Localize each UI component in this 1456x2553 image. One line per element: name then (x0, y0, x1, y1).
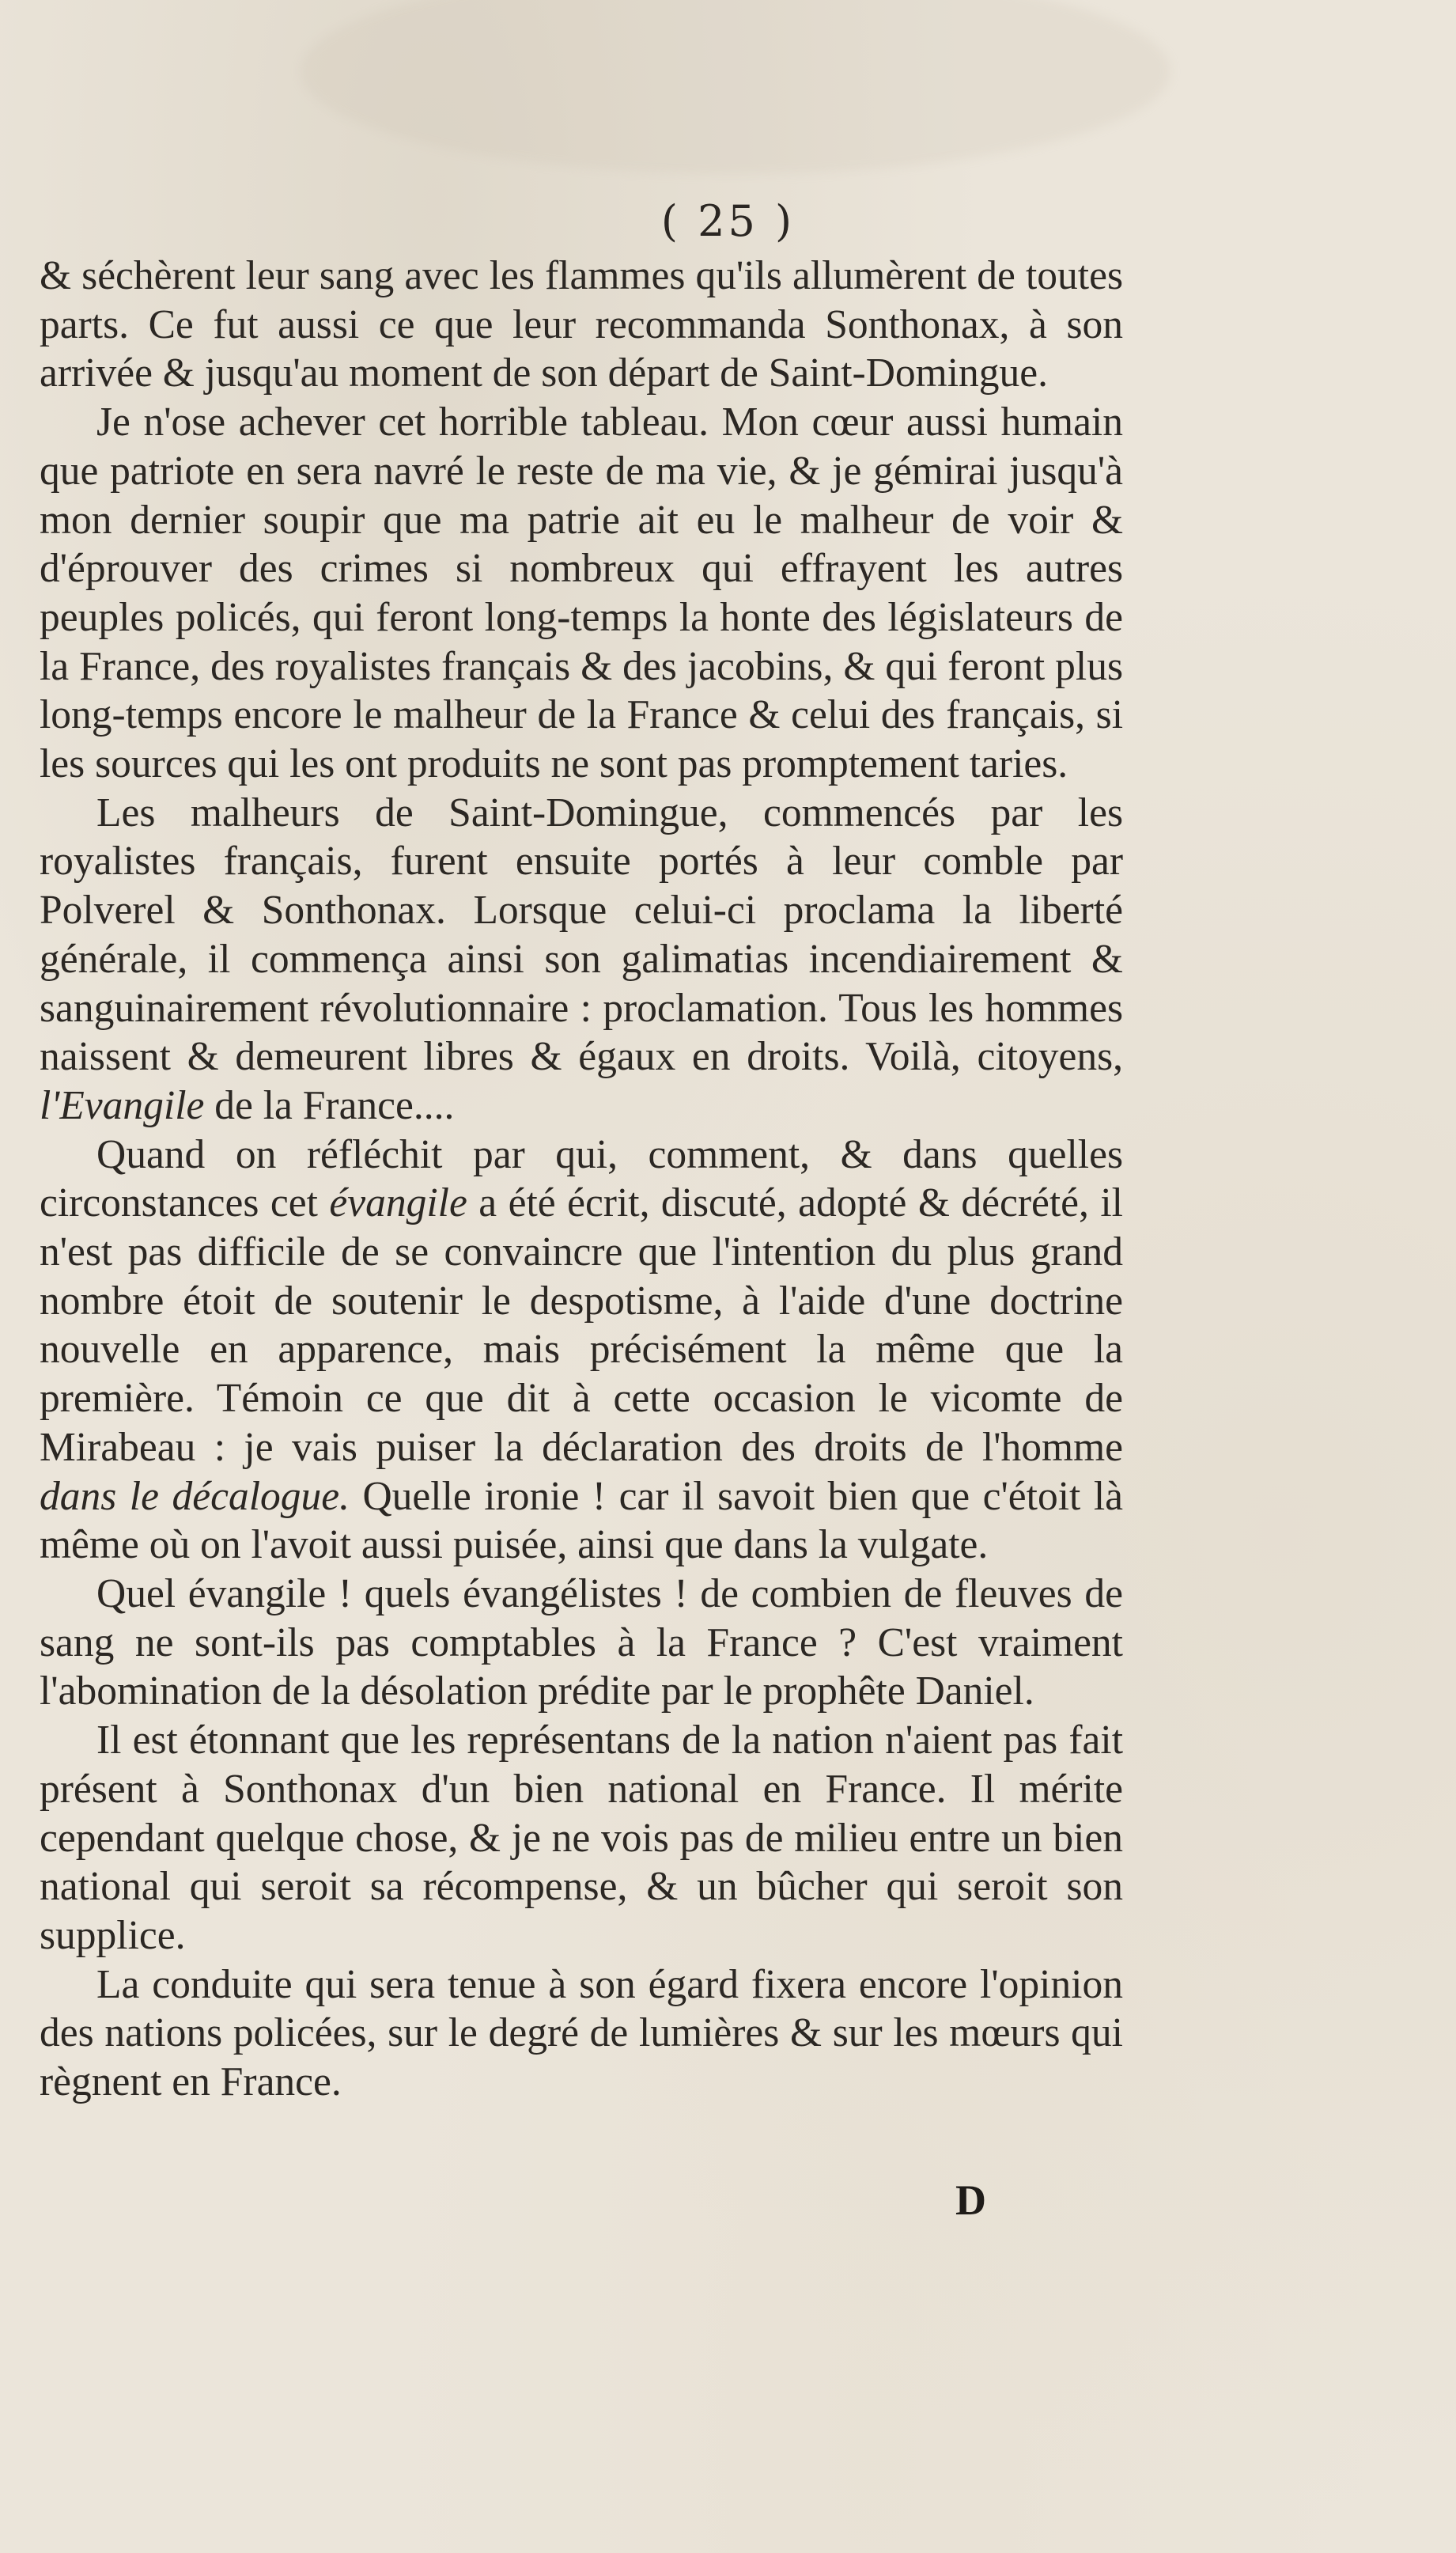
italic-text: l'Evangile (40, 1082, 205, 1128)
italic-text: dans le décalogue. (40, 1473, 350, 1519)
paragraph (40, 1716, 1123, 1960)
paragraph (40, 1131, 1123, 1570)
paragraph (40, 1960, 1123, 2107)
text-run: Quel évangile ! quels évangélistes ! de combien de fleuves de sang ne sont-ils pas comptables à la France ? C'est vraiment l'abomination de la désolation prédite par le prophête Daniel. (40, 1570, 1123, 1714)
text-run: Quelle ironie ! car il savoit bien que c'étoit là même où on l'avoit aussi puisée, ainsi que dans la vulgate. (40, 1473, 1123, 1568)
body-text (40, 252, 1123, 2107)
italic-text: évangile (329, 1180, 467, 1226)
text-run: & séchèrent leur sang avec les flammes qu'ils allumèrent de toutes parts. Ce fut aussi ce que leur recommanda Sonthonax, à son arrivée & jusqu'au moment de son départ de Saint-Domingue. (40, 253, 1123, 396)
signature-mark: D (955, 2176, 986, 2224)
paragraph (40, 789, 1123, 1131)
text-run: a été écrit, discuté, adopté & décrété, il n'est pas difficile de se convaincre que l'intention du plus grand nombre étoit de soutenir le despotisme, à l'aide d'une doctrine nouvelle en apparence, mais précisément la même que la première. Témoin ce que dit à cette occasion le vicomte de Mirabeau : je vais puiser la déclaration des droits de l'homme (40, 1180, 1123, 1470)
text-run: Quand on réfléchit par qui, comment, & dans quelles circonstances cet (40, 1131, 1123, 1226)
paper-stain (301, 0, 1170, 174)
paragraph (40, 252, 1123, 398)
paragraph (40, 398, 1123, 789)
text-run: Il est étonnant que les représentans de la nation n'aient pas fait présent à Sonthonax d'un bien national en France. Il mérite cependant quelque chose, & je ne vois pas de milieu entre un bien national qui seroit sa récompense, & un bûcher qui seroit son supplice. (40, 1718, 1123, 1958)
paragraph (40, 1570, 1123, 1716)
text-run: La conduite qui sera tenue à son égard fixera encore l'opinion des nations policées, sur le degré de lumières & sur les mœurs qui règnent en France. (40, 1961, 1123, 2105)
page-number: ( 25 ) (660, 196, 796, 246)
text-run: Je n'ose achever cet horrible tableau. Mon cœur aussi humain que patriote en sera navré le reste de ma vie, & je gémirai jusqu'à mon dernier soupir que ma patrie ait eu le malheur de voir & d'éprouver des crimes si nombreux qui effrayent les autres peuples policés, qui feront long-temps la honte des législateurs de la France, des royalistes français & des jacobins, & qui feront plus long-temps encore le malheur de la France & celui des français, si les sources qui les ont produits ne sont pas promptement taries. (40, 400, 1123, 787)
text-run: Les malheurs de Saint-Domingue, commencés par les royalistes français, furent ensuite portés à leur comble par Polverel & Sonthonax. Lorsque celui-ci proclama la liberté générale, il commença ainsi son galimatias incendiairement & sanguinairement révolutionnaire : proclamation. Tous les hommes naissent & demeurent libres & égaux en droits. Voilà, citoyens, (40, 790, 1123, 1080)
text-run: de la France.... (204, 1082, 455, 1128)
